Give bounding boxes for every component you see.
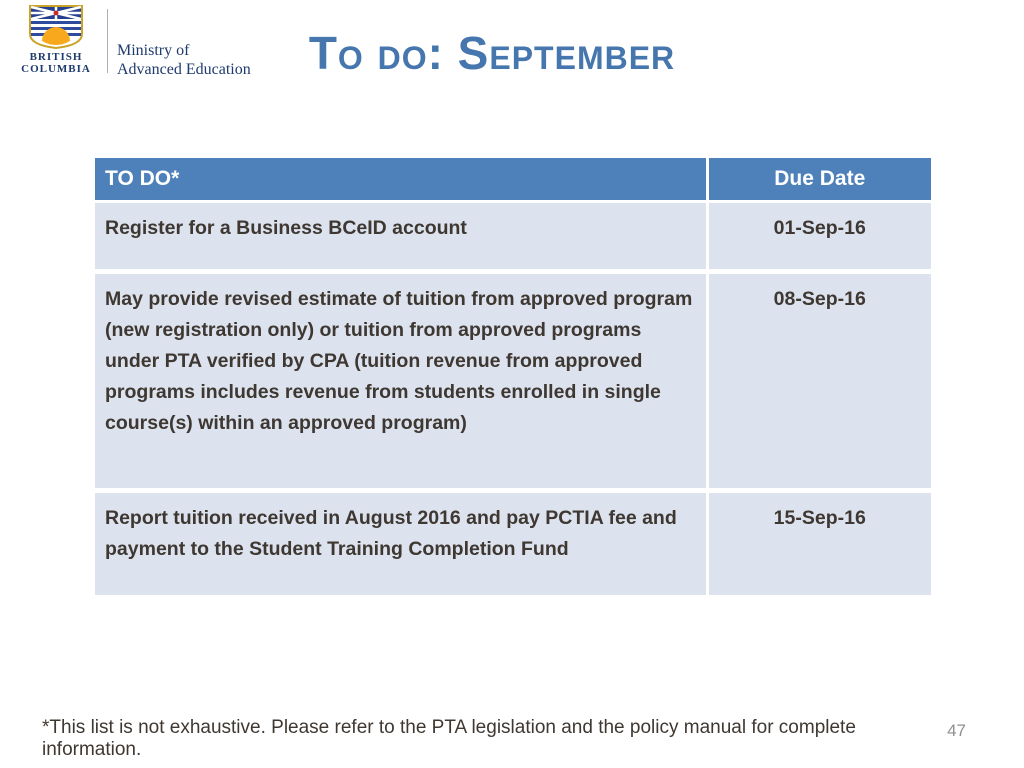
task-cell: May provide revised estimate of tuition from approved program (new registration only) or tuition from approved programs under PTA verified by CPA (tuition revenue from approved programs includes revenue from students enrolled in single course(s) within an approved program) [95, 272, 707, 491]
todo-table [95, 158, 931, 595]
table-header-row [95, 158, 931, 202]
table-row [95, 202, 931, 272]
bc-logo-line2: COLUMBIA [21, 63, 91, 75]
bc-flag-icon [28, 5, 84, 49]
due-date-cell: 01-Sep-16 [707, 202, 931, 272]
table-row [95, 491, 931, 595]
bc-government-logo [12, 5, 251, 79]
task-cell: Report tuition received in August 2016 and pay PCTIA fee and payment to the Student Training Completion Fund [95, 491, 707, 595]
table-row [95, 272, 931, 491]
ministry-line1: Ministry of [117, 42, 190, 59]
page-title: To do: September [308, 27, 676, 79]
ministry-name [117, 41, 251, 79]
footnote: *This list is not exhaustive. Please refer to the PTA legislation and the policy manual for complete information. [42, 717, 856, 760]
bc-logo-shield-block [12, 5, 100, 75]
due-date-cell: 08-Sep-16 [707, 272, 931, 491]
logo-divider [107, 9, 108, 73]
bc-logo-line1: BRITISH [29, 51, 83, 63]
page-number: 47 [947, 721, 966, 740]
task-cell: Register for a Business BCeID account [95, 202, 707, 272]
bc-logo-wordmark [21, 51, 91, 75]
due-date-cell: 15-Sep-16 [707, 491, 931, 595]
column-header-due-date: Due Date [707, 158, 931, 202]
column-header-todo: TO DO* [95, 158, 707, 202]
ministry-line2: Advanced Education [117, 61, 251, 78]
